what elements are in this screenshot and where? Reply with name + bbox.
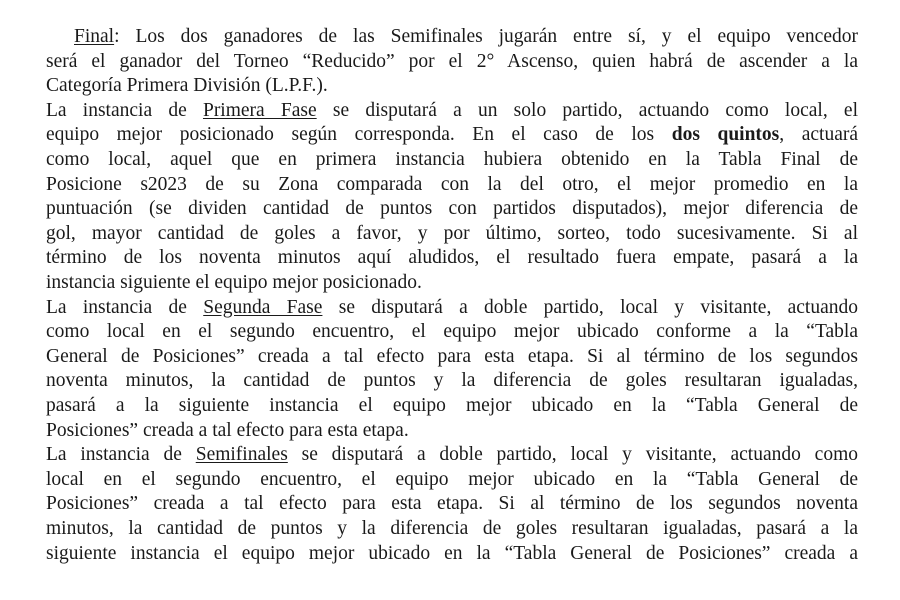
text-span: equipo mejor posicionado según corresponda. En el caso de los [46,124,672,146]
text-line [46,99,858,123]
text-span: siguiente instancia el equipo mejor ubicado en la “Tabla General de Posiciones” creada a [46,542,858,564]
text-span: minutos, la cantidad de puntos y la diferencia de goles resultaran igualadas, pasará a la [46,518,858,539]
text-line [74,25,858,49]
text-span: La instancia de [46,99,203,121]
text-line [46,492,858,516]
text-span: General de Posiciones” creada a tal efecto para esta etapa. Si al término de los segundos [46,345,858,367]
text-line [46,50,858,74]
text-span: Categoría Primera División (L.P.F.). [46,75,328,97]
text-span: pasará a la siguiente instancia el equipo mejor ubicado en la “Tabla General de [46,395,858,416]
text-line [46,394,858,418]
text-span: : Los dos ganadores de las Semifinales jugarán entre sí, y el equipo vencedor [114,26,858,47]
text-span: se disputará a un solo partido, actuando como local, el [316,99,858,121]
text-line [46,246,858,270]
text-line [46,296,858,320]
section-heading: Semifinales [195,444,288,466]
text-span: Posiciones” creada a tal efecto para esta etapa. Si al término de los segundos noventa [46,493,858,515]
text-span: La instancia de [46,296,204,318]
section-heading: Final [74,26,115,47]
text-span: local en el segundo encuentro, el equipo mejor ubicado en la “Tabla General de [46,468,858,490]
text-line [46,222,858,246]
text-span: Posiciones” creada a tal efecto para esta etapa. [46,419,409,441]
text-span: como local, aquel que en primera instancia hubiera obtenido en la Tabla Final de [46,149,858,170]
text-line [46,443,858,467]
section-heading: Primera Fase [202,99,317,121]
text-span: La instancia de [46,444,196,466]
bold-text: dos quintos [671,124,780,146]
text-span: término de los noventa minutos aquí aludidos, el resultado fuera empate, pasará a la [46,247,858,269]
text-span: , actuará [779,124,858,146]
text-line [46,74,858,98]
text-span: será el ganador del Torneo “Reducido” por el 2° Ascenso, quien habrá de ascender a la [46,50,858,72]
text-span: se disputará a doble partido, local y visitante, actuando [322,296,859,318]
section-heading: Segunda Fase [203,296,323,318]
text-line [46,345,858,369]
text-line [46,148,858,172]
text-span: se disputará a doble partido, local y visitante, actuando como [287,444,859,466]
text-span: como local en el segundo encuentro, el equipo mejor ubicado conforme a la “Tabla [46,321,858,343]
text-line [46,468,858,492]
text-span: gol, mayor cantidad de goles a favor, y por último, sorteo, todo sucesivamente. Si al [46,222,858,244]
text-line [46,542,858,566]
text-span: Posicione s2023 de su Zona comparada con la del otro, el mejor promedio en la [46,173,858,195]
text-line [46,517,858,541]
text-line [46,173,858,197]
text-span: puntuación (se dividen cantidad de puntos con partidos disputados), mejor diferencia de [46,198,858,220]
text-line [46,369,858,393]
text-line [46,419,858,443]
text-line [46,123,858,147]
text-span: noventa minutos, la cantidad de puntos y la diferencia de goles resultaran igualadas, [46,370,858,392]
text-line [46,271,858,295]
text-line [46,320,858,344]
text-line [46,197,858,221]
text-span: instancia siguiente el equipo mejor posicionado. [46,272,422,293]
